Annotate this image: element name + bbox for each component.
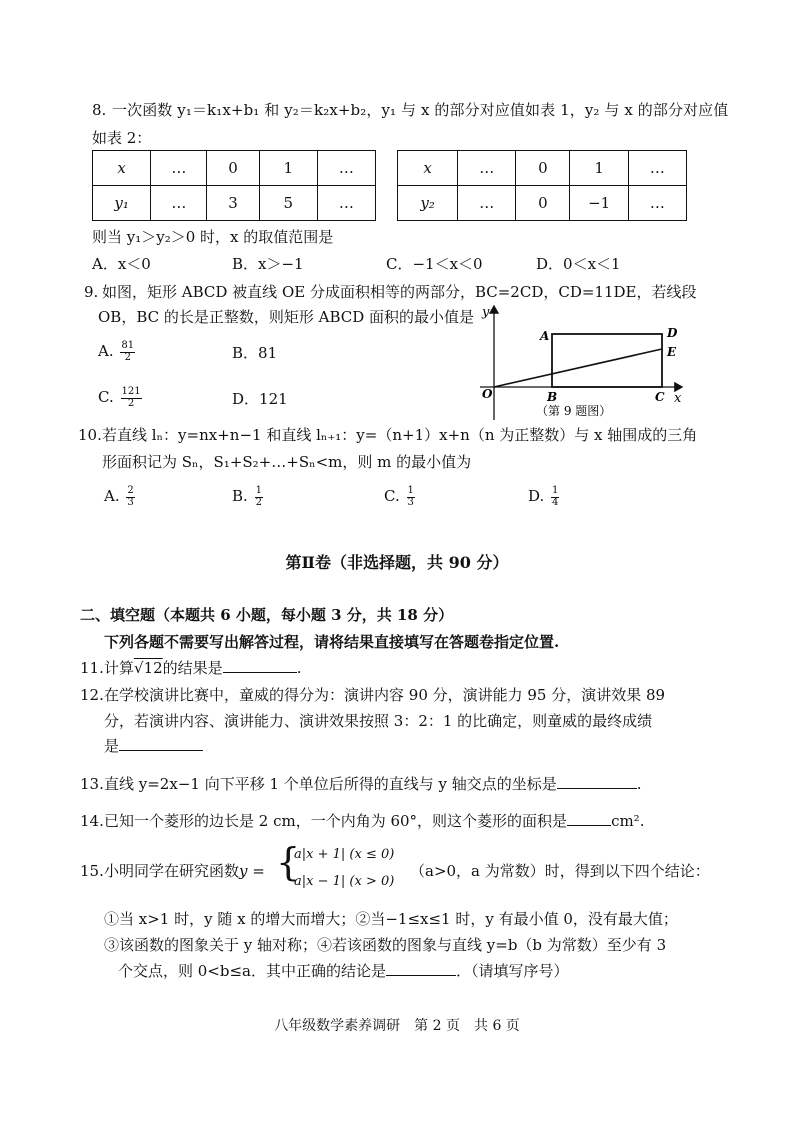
q15-line4-text: 个交点，则 0<b≤a．其中正确的结论是 <box>118 962 386 980</box>
q10-number: 10. <box>78 426 102 444</box>
q10-option-a <box>104 486 135 508</box>
line-oe <box>494 349 662 387</box>
fraction <box>121 387 142 409</box>
denominator: 2 <box>127 397 135 409</box>
q14-answer-blank[interactable] <box>567 825 611 826</box>
table2-cell: −1 <box>570 186 628 221</box>
q15-pre: 小明同学在研究函数 <box>104 862 240 880</box>
q8-stem-line2: 如表 2： <box>92 129 152 147</box>
table1-cell: y₁ <box>93 186 151 221</box>
numerator: 1 <box>255 485 262 496</box>
q10-option-b <box>232 486 263 508</box>
denominator: 3 <box>127 496 134 508</box>
q12-number: 12. <box>80 686 104 704</box>
table1-cell: 1 <box>259 151 317 186</box>
q11-post: 的结果是 <box>162 659 223 677</box>
q15-line4 <box>118 962 569 980</box>
fraction <box>255 486 263 508</box>
fraction <box>120 341 135 363</box>
q13-end: . <box>636 775 642 793</box>
q15-function-name: y = <box>239 862 265 880</box>
denominator: 4 <box>552 496 559 508</box>
q8-option-b: B．x＞−1 <box>232 255 304 273</box>
q15-case-1: a|x + 1| (x ≤ 0) <box>294 847 395 862</box>
q9-option-d: D．121 <box>232 390 288 408</box>
table2-cell: … <box>628 151 686 186</box>
q14-unit: cm². <box>611 812 645 830</box>
label-y: y <box>482 305 490 320</box>
q8-stem-line3: 则当 y₁＞y₂＞0 时，x 的取值范围是 <box>92 228 334 246</box>
label-x: x <box>674 391 682 406</box>
label-d: D <box>667 326 678 340</box>
option-label: C. <box>384 487 400 505</box>
table1-cell: x <box>93 151 151 186</box>
table2-cell: 1 <box>570 151 628 186</box>
q8-option-c: C．−1＜x＜0 <box>386 255 483 273</box>
q10-stem-line1: 若直线 lₙ：y=nx+n−1 和直线 lₙ₊₁：y=（n+1）x+n（n 为正整数）与 x 轴围成的三角 <box>102 426 698 444</box>
figure-caption: （第 9 题图） <box>536 404 612 418</box>
numerator: 1 <box>552 485 559 496</box>
q12-line3-text: 是 <box>104 737 120 755</box>
rectangle-abcd <box>552 334 662 387</box>
q15-post: （a>0，a 为常数）时，得到以下四个结论： <box>410 862 710 880</box>
page-footer: 八年级数学素养调研 第 2 页 共 6 页 <box>274 1018 520 1034</box>
q8-table-1 <box>92 150 376 221</box>
q12-stem-line2: 分，若演讲内容、演讲能力、演讲效果按照 3：2：1 的比确定，则童威的最终成绩 <box>104 712 653 730</box>
table2-cell: 0 <box>516 151 570 186</box>
label-c: C <box>655 390 665 404</box>
q15-case-2: a|x − 1| (x > 0) <box>294 874 395 889</box>
q10-option-c <box>384 486 415 508</box>
q8-stem-line1: 一次函数 y₁＝k₁x+b₁ 和 y₂＝k₂x+b₂，y₁ 与 x 的部分对应值如表 1，y₂ 与 x 的部分对应值 <box>112 101 729 119</box>
table1-cell: … <box>151 151 207 186</box>
q8-option-a: A．x＜0 <box>92 255 151 273</box>
section2-instruction: 下列各题不需要写出解答过程，请将结果直接填写在答题卷指定位置. <box>104 633 560 651</box>
numerator: 121 <box>121 386 141 397</box>
table2-cell: … <box>458 186 516 221</box>
q12-stem-line1: 在学校演讲比赛中，童威的得分为：演讲内容 90 分，演讲能力 95 分，演讲效果 89 <box>104 686 666 704</box>
table2-cell: … <box>458 151 516 186</box>
table2-cell: 0 <box>516 186 570 221</box>
q10-stem-line2: 形面积记为 Sₙ，S₁+S₂+…+Sₙ<m，则 m 的最小值为 <box>102 453 472 471</box>
table1-cell: 5 <box>259 186 317 221</box>
table1-cell: … <box>317 151 375 186</box>
q11-pre: 计算 <box>104 659 135 677</box>
label-e: E <box>667 345 677 359</box>
fraction <box>551 486 559 508</box>
q11-end: . <box>296 659 302 677</box>
q9-option-a <box>98 341 135 363</box>
q13-stem <box>104 775 642 793</box>
denominator: 3 <box>407 496 414 508</box>
q15-number: 15. <box>80 862 104 880</box>
fraction <box>126 486 134 508</box>
numerator: 81 <box>121 340 135 351</box>
q11-number: 11. <box>80 659 104 677</box>
q8-option-d: D．0＜x＜1 <box>536 255 621 273</box>
fraction <box>407 486 415 508</box>
part2-title: 第Ⅱ卷（非选择题，共 90 分） <box>285 553 509 572</box>
denominator: 2 <box>124 351 131 363</box>
q11-stem <box>104 659 301 677</box>
numerator: 2 <box>127 485 134 496</box>
q8-number: 8. <box>92 101 107 119</box>
q15-line2: ①当 x>1 时，y 随 x 的增大而增大；②当−1≤x≤1 时，y 有最小值 0，没有最大值； <box>104 910 678 928</box>
q14-stem <box>104 812 644 830</box>
q11-radical: √12 <box>134 659 163 677</box>
q9-stem-line1: 如图，矩形 ABCD 被直线 OE 分成面积相等的两部分，BC=2CD，CD=11DE，若线段 <box>102 283 697 301</box>
table1-cell: … <box>317 186 375 221</box>
numerator: 1 <box>407 485 414 496</box>
label-b: B <box>547 390 558 404</box>
q13-text: 直线 y=2x−1 向下平移 1 个单位后所得的直线与 y 轴交点的坐标是 <box>104 775 557 793</box>
q8-table-2 <box>397 150 687 221</box>
q15-line4-end: ．（请填写序号） <box>456 962 569 980</box>
option-label: A. <box>98 342 114 360</box>
q13-answer-blank[interactable] <box>557 788 637 789</box>
table2-cell: x <box>398 151 458 186</box>
q11-answer-blank[interactable] <box>223 672 297 673</box>
label-o: O <box>482 387 493 401</box>
q9-figure <box>472 298 692 428</box>
q14-text: 已知一个菱形的边长是 2 cm，一个内角为 60°，则这个菱形的面积是 <box>104 812 568 830</box>
q9-number: 9. <box>84 283 99 301</box>
option-label: D. <box>528 487 545 505</box>
section2-title: 二、填空题（本题共 6 小题，每小题 3 分，共 18 分） <box>80 606 454 624</box>
q9-option-c <box>98 387 142 409</box>
label-a: A <box>540 329 550 343</box>
table1-cell: 0 <box>207 151 259 186</box>
q12-answer-blank[interactable] <box>119 750 203 751</box>
q12-stem-line3 <box>104 737 203 755</box>
table1-cell: … <box>151 186 207 221</box>
option-label: C. <box>98 388 114 406</box>
denominator: 2 <box>255 496 262 508</box>
table2-cell: … <box>628 186 686 221</box>
q15-answer-blank[interactable] <box>386 975 456 976</box>
table1-cell: 3 <box>207 186 259 221</box>
q9-option-b: B．81 <box>232 344 278 362</box>
q10-option-d <box>528 486 559 508</box>
q14-number: 14. <box>80 812 104 830</box>
option-label: B. <box>232 487 248 505</box>
q9-stem-line2: OB，BC 的长是正整数，则矩形 ABCD 面积的最小值是 <box>98 308 475 326</box>
table2-cell: y₂ <box>398 186 458 221</box>
q15-brace: { <box>276 840 301 884</box>
q13-number: 13. <box>80 775 104 793</box>
q15-line3: ③该函数的图象关于 y 轴对称；④若该函数的图象与直线 y=b（b 为常数）至少有 3 <box>104 936 667 954</box>
option-label: A. <box>104 487 120 505</box>
